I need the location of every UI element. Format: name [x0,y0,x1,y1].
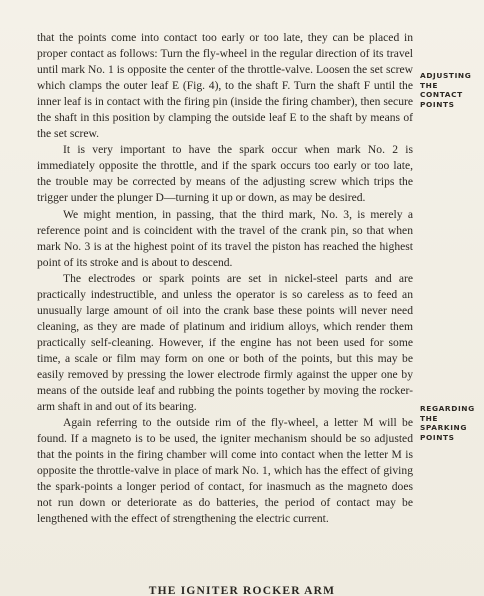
margin-note-line: SPARKING [420,423,467,433]
paragraph-magneto: Again referring to the outside rim of the fly-wheel, a letter M will be found. If a magneto is to be used, the igniter mechanism should be so adjusted that the points in the firing chamber will come into contact when the letter M is opposite the throttle-valve in place of mark No. 1, which has the effect of giving the spark-points a longer period of contact, for inasmuch as the magneto does not run down or deteriorate as do batteries, the period of contact may be lengthened with the effect of strengthening the electric current. [37,416,413,526]
margin-note-adjusting-contact-points [420,71,480,109]
paragraph-contact-adjustment: that the points come into contact too early or too late, they can be placed in proper contact as follows: Turn the fly-wheel in the regular direction of its travel until mark No. 1 is opposite the center of the throttle-valve. Loosen the set screw which clamps the outer leaf E (Fig. 4), to the shaft F. Turn the shaft F until the inner leaf is in contact with the firing pin (inside the firing chamber), then secure the shaft in this position by clamping the outside leaf E to the shaft by means of the set screw. [37,31,413,141]
margin-note-line: ADJUSTING [420,71,472,80]
margin-note-regarding-sparking-points [420,404,480,442]
margin-note-line: THE [420,80,439,90]
margin-note-line: CONTACT [420,90,463,100]
paragraph-spark-timing: It is very important to have the spark occur when mark No. 2 is immediately opposite the throttle, and if the spark occurs too early or too late, the trouble may be corrected by means of the adjusting screw which trips the trigger under the plunger D—turning it up or down, as may be desired. [37,143,413,205]
section-heading-igniter-rocker-arm: THE IGNITER ROCKER ARM [148,585,336,596]
body-text [37,30,413,527]
paragraph-spark-points: The electrodes or spark points are set in nickel-steel parts and are practically indestructible, and unless the operator is so careless as to feed an unusually large amount of oil into the crank base these points will never need cleaning, as they are made of platinum and iridium alloys, which render them practically self-cleaning. However, if the engine has not been used for some time, a scale or film may form on one or both of the points, but this may be easily removed by pressing the lower electrode firmly against the upper one by means of the outside leaf and rubbing the points together by moving the rocker-arm shaft in and out of its bearing. [37,271,413,414]
margin-note-line: REGARDING [420,404,475,413]
margin-note-line: POINTS [420,99,455,109]
paragraph-third-mark: We might mention, in passing, that the third mark, No. 3, is merely a reference point and is coincident with the travel of the crank pin, so that when mark No. 3 is at the highest point of its travel the piston has reached the highest point of its stroke and is about to descend. [37,207,413,269]
margin-note-line: THE [420,413,439,423]
margin-note-line: POINTS [420,432,455,442]
